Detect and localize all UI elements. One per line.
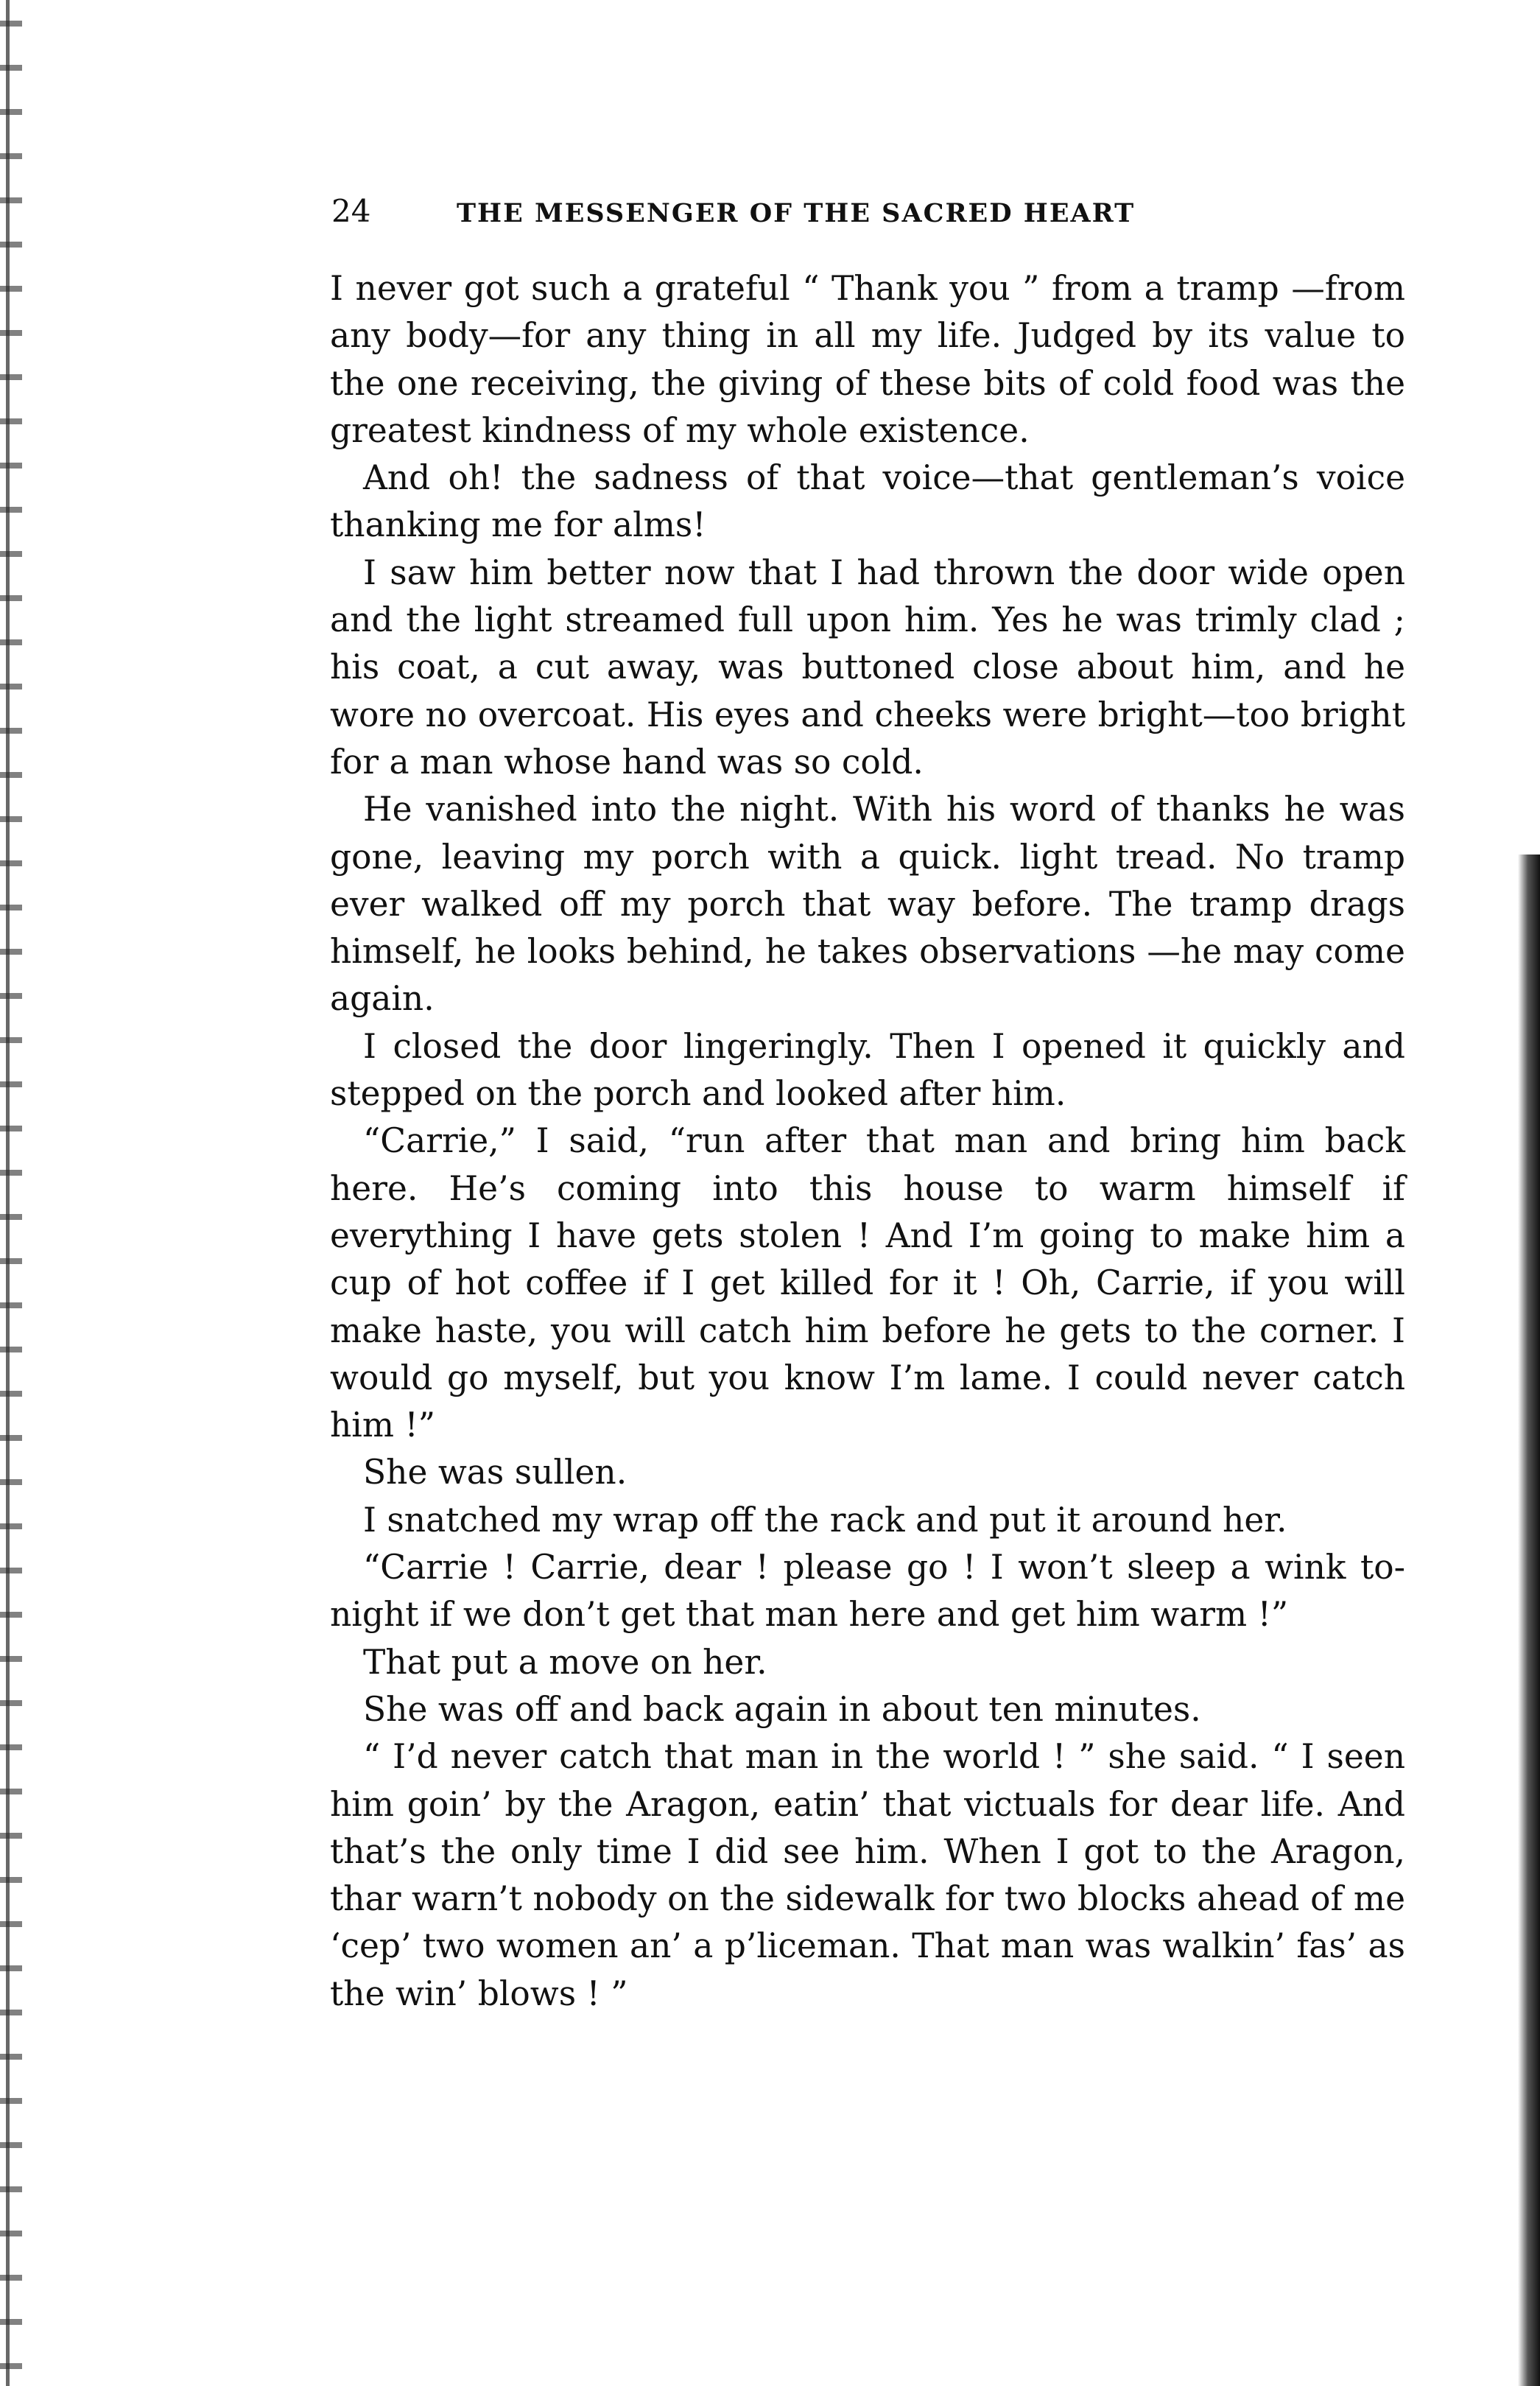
paragraph: He vanished into the night. With his word of thanks he was gone, leaving my porch with a quick. light tread. No tramp ever walked off my porch that way before. The tramp drags himself, he looks behind, he takes observations —he may come again. — [330, 790, 1405, 1019]
paragraph: She was sullen. — [363, 1453, 627, 1492]
running-head: THE MESSENGER OF THE SACRED HEART — [457, 198, 1136, 228]
binding-edge — [0, 0, 22, 2386]
paragraph: She was off and back again in about ten minutes. — [363, 1689, 1201, 1729]
paragraph: “ I’d never catch that man in the world ! ” she said. “ I seen him goin’ by the Aragon, eatin’ that victuals for dear life. And that’s the only time I did see him. When I got to the Aragon, thar warn’t nobody on the sidewalk for two blocks ahead of me ‘cep’ two women an’ a p’liceman. That man was walkin’ fas’ as the win’ blows ! ” — [330, 1737, 1405, 2013]
page-number: 24 — [331, 193, 371, 229]
page-edge-line — [6, 0, 10, 2386]
paragraph: “Carrie,” I said, “run after that man and bring him back here. He’s coming into this house to warm himself if everything I have gets stolen ! And I’m going to make him a cup of hot coffee if I get killed for it ! Oh, Carrie, if you will make haste, you will catch him before he gets to the corner. I would go myself, but you know I’m lame. I could never catch him !” — [330, 1121, 1405, 1445]
paragraph: “Carrie ! Carrie, dear ! please go ! I won’t sleep a wink to-night if we don’t get that man here and get him warm !” — [330, 1548, 1405, 1635]
paragraph: I saw him better now that I had thrown the door wide open and the light streamed full upon him. Yes he was trimly clad ; his coat, a cut away, was buttoned close about him, and he wore no overcoat. His eyes and cheeks were bright—too bright for a man whose hand was so cold. — [330, 552, 1405, 782]
body-text — [330, 265, 1405, 2018]
paragraph: I never got such a grateful “ Thank you ” from a tramp —from any body—for any thing in all my life. Judged by its value to the one receiving, the giving of these bits of cold food was the greatest kindness of my whole existence. — [330, 269, 1405, 450]
paragraph: And oh! the sadness of that voice—that gentleman’s voice thanking me for alms! — [330, 458, 1405, 545]
paragraph: I snatched my wrap off the rack and put it around her. — [363, 1500, 1287, 1540]
spine-shadow — [1518, 855, 1540, 2386]
paragraph: I closed the door lingeringly. Then I opened it quickly and stepped on the porch and looked after him. — [330, 1026, 1405, 1114]
page-header — [331, 193, 1399, 245]
paragraph: That put a move on her. — [363, 1642, 767, 1682]
